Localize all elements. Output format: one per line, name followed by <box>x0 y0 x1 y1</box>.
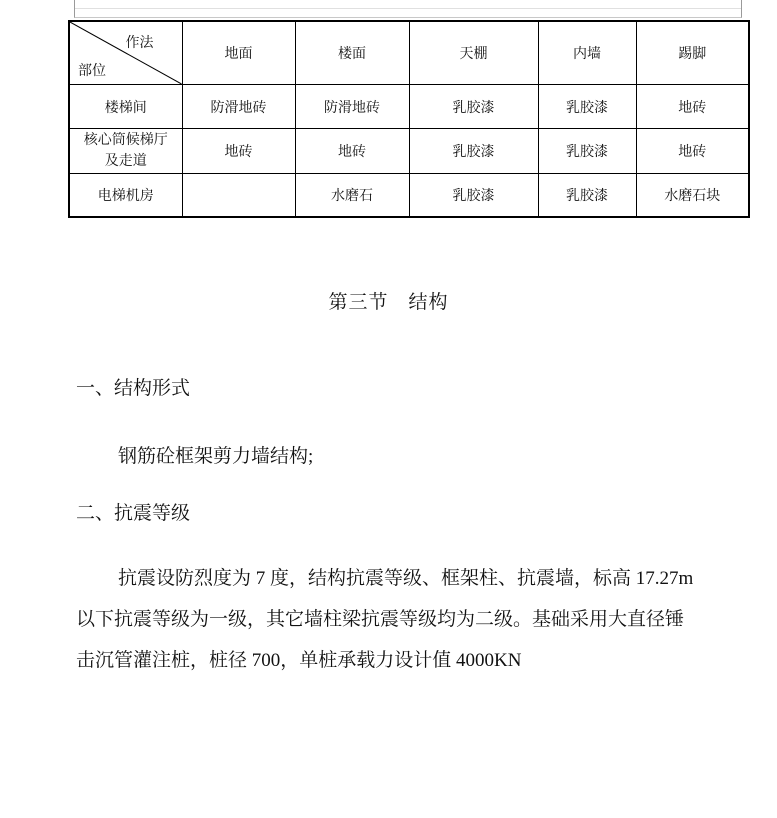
row-label: 楼梯间 <box>69 85 182 129</box>
column-header-floor: 地面 <box>182 21 295 85</box>
column-header-inner-wall: 内墙 <box>538 21 636 85</box>
row-label <box>69 129 182 174</box>
table-row <box>69 85 749 129</box>
finish-schedule-table <box>68 20 750 218</box>
column-header-skirting: 踢脚 <box>636 21 749 85</box>
section-number: 第三节 <box>328 292 389 313</box>
table-cell: 地砖 <box>636 129 749 174</box>
row-label-line: 及走道 <box>104 153 147 169</box>
table-row <box>69 174 749 218</box>
table-corner-cell <box>69 21 182 85</box>
section-name: 结构 <box>408 292 449 313</box>
section-title <box>0 287 777 314</box>
table-cell: 防滑地砖 <box>295 85 409 129</box>
paragraph: 钢筋砼框架剪力墙结构; <box>118 446 314 467</box>
paragraph <box>76 558 744 681</box>
table-cell: 地砖 <box>295 129 409 174</box>
table-cell: 乳胶漆 <box>538 85 636 129</box>
subsection-heading: 一、结构形式 <box>76 378 191 399</box>
table-cell: 水磨石块 <box>636 174 749 218</box>
subsection-heading: 二、抗震等级 <box>76 503 191 524</box>
table-cell: 乳胶漆 <box>409 85 538 129</box>
table-cell: 乳胶漆 <box>409 129 538 174</box>
paragraph-line: 抗震设防烈度为 7 度，结构抗震等级、框架柱、抗震墙，标高 17.27m <box>118 568 694 589</box>
column-header-story-floor: 楼面 <box>295 21 409 85</box>
table-cell: 地砖 <box>636 85 749 129</box>
column-header-ceiling: 天棚 <box>409 21 538 85</box>
table-cell: 防滑地砖 <box>182 85 295 129</box>
table-cell: 乳胶漆 <box>538 174 636 218</box>
paragraph-line: 以下抗震等级为一级，其它墙柱梁抗震等级均为二级。基础采用大直径锤 <box>76 609 685 630</box>
row-label-line: 核心筒候梯厅 <box>83 132 168 148</box>
paragraph-line: 击沉管灌注桩，桩径 700，单桩承载力设计值 4000KN <box>76 650 522 671</box>
table-cell <box>182 174 295 218</box>
table-cell: 地砖 <box>182 129 295 174</box>
corner-bottom-label: 部位 <box>78 63 106 79</box>
row-label: 电梯机房 <box>69 174 182 218</box>
table-cell: 乳胶漆 <box>538 129 636 174</box>
table-header-row <box>69 21 749 85</box>
table-cell: 水磨石 <box>295 174 409 218</box>
corner-top-label: 作法 <box>125 35 154 51</box>
page-margin-guide <box>74 0 742 18</box>
table-row <box>69 129 749 174</box>
table-cell: 乳胶漆 <box>409 174 538 218</box>
